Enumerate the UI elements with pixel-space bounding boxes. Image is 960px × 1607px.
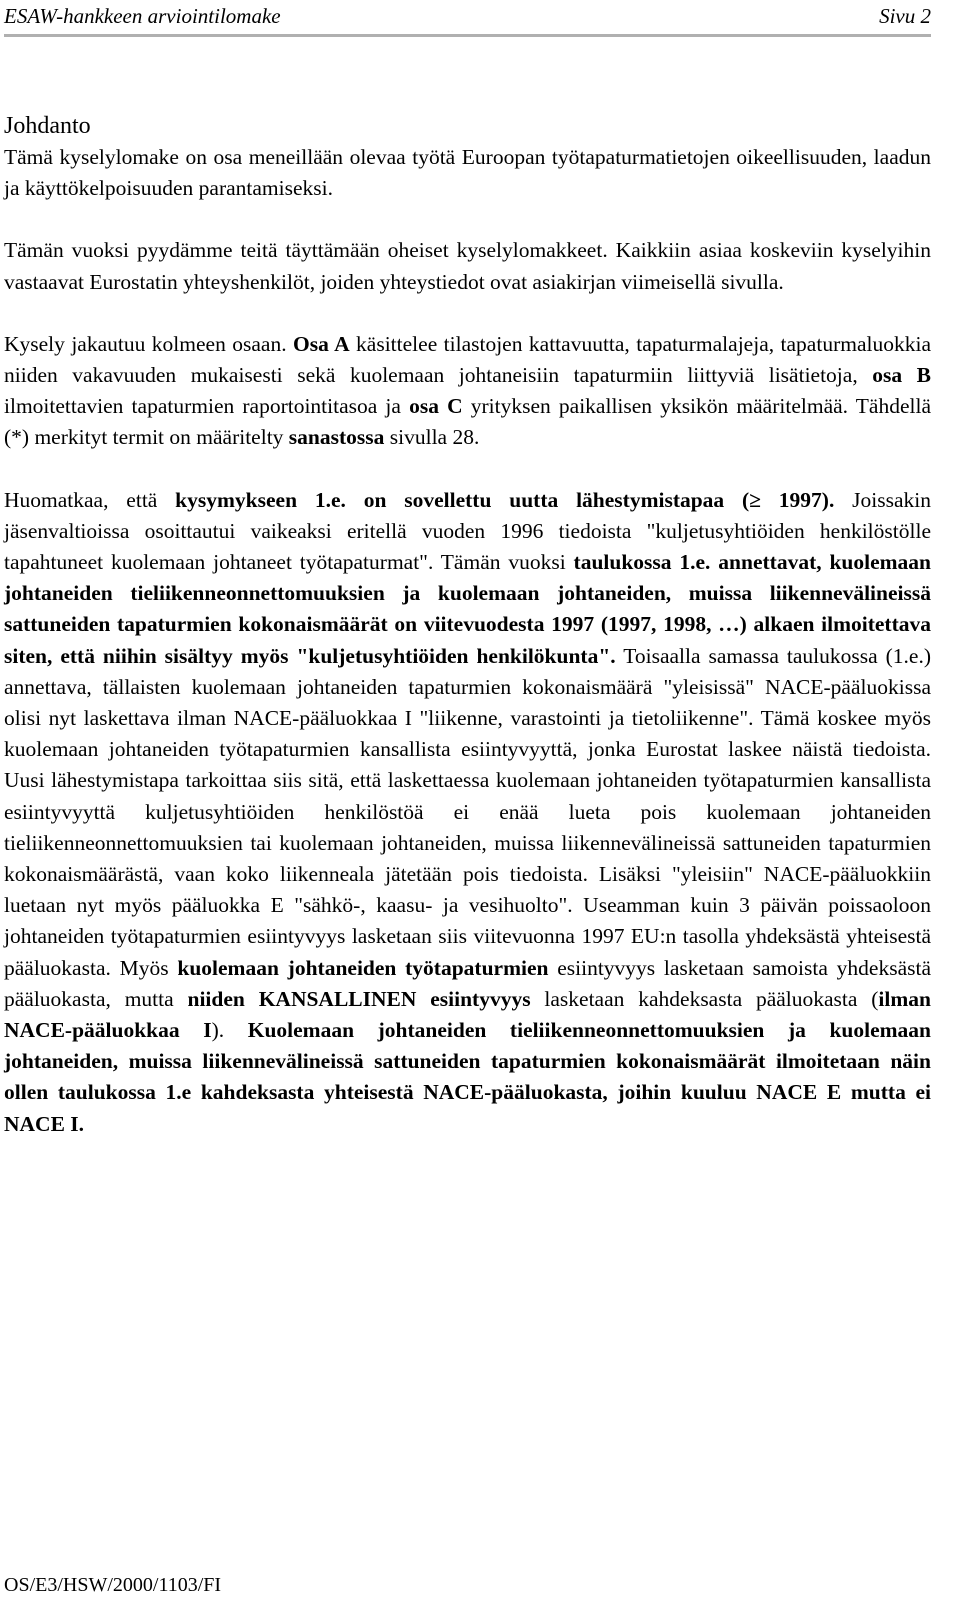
bold-run: Osa A bbox=[293, 331, 350, 356]
bold-run: ilman NACE-pääluokkaa I bbox=[4, 986, 931, 1043]
paragraph-request: Tämän vuoksi pyydämme teitä täyttämään oheiset kyselylomakkeet. Kaikkiin asiaa koskeviin kyselyihin vastaavat Eurostatin yhteyshenkilöt, joiden yhteystiedot ovat asiakirjan viimeisellä sivulla. bbox=[4, 238, 931, 294]
text-run: esiintyvyys lasketaan samoista yhdeksästä pääluokasta, mutta bbox=[4, 955, 931, 1011]
bold-run: kysymykseen 1.e. on sovellettu uutta lähestymistapaa (≥ 1997). bbox=[175, 487, 835, 512]
document-title: ESAW-hankkeen arviointilomake bbox=[4, 4, 281, 28]
document-body bbox=[4, 110, 931, 1140]
bold-run: sanastossa bbox=[288, 425, 385, 450]
bold-run: niiden KANSALLINEN esiintyvyys bbox=[187, 986, 531, 1011]
paragraph-note bbox=[4, 485, 931, 1140]
text-run: yrityksen paikallisen yksikön määritelmää. Tähdellä (*) merkityt termit on määritelty bbox=[4, 394, 931, 450]
text-run: ). bbox=[211, 1018, 248, 1043]
text-run: ilmoitettavien tapaturmien raportointitasoa ja bbox=[4, 394, 410, 419]
text-run: käsittelee tilastojen kattavuutta, tapaturmalajeja, tapaturmaluokkia niiden vakavuuden mukaisesti sekä kuolemaan johtaneisiin tapaturmiin liittyviä lisätietoja, bbox=[4, 331, 931, 388]
paragraph-intro: Tämä kyselylomake on osa meneillään olevaa työtä Euroopan työtapaturmatietojen oikeellisuuden, laadun ja käyttökelpoisuuden parantamiseksi. bbox=[4, 145, 931, 201]
page-footer: OS/E3/HSW/2000/1103/FI bbox=[4, 1574, 222, 1596]
bold-run: kuolemaan johtaneiden työtapaturmien bbox=[177, 955, 549, 980]
page-number: Sivu 2 bbox=[879, 4, 931, 28]
text-run: Toisaalla samassa taulukossa (1.e.) annettava, tällaisten kuolemaan johtaneiden tapaturmien kokonaismäärä "yleisissä" NACE-pääluokissa olisi nyt laskettava ilman NACE-pääluokkaa I "liikenne, varastointi ja tietoliikenne". Tämä koskee myös kuolemaan johtaneiden työtapaturmien kansallista esiintyvyyttä, jonka Eurostat laskee näistä tiedoista. Uusi lähestymistapa tarkoittaa siis sitä, että laskettaessa kuolemaan johtaneiden työtapaturmien kansallista esiintyvyyttä kuljetusyhtiöiden henkilöstöä ei enää lueta pois kuolemaan johtaneiden tieliikenneonnettomuuksien tai kuolemaan johtaneiden, muissa liikennevälineissä sattuneiden tapaturmien kokonaismäärästä, vaan koko liikenneala jätetään pois tiedoista. Lisäksi "yleisiin" NACE-pääluokkiin luetaan nyt myös pääluokka E "sähkö-, kaasu- ja vesihuolto". Useamman kuin 3 päivän poissaoloon johtaneiden työtapaturmien esiintyvyys lasketaan siis viitevuonna 1997 EU:n tasolla yhdeksästä yhteisestä pääluokasta. Myös bbox=[4, 643, 931, 980]
bold-run: osa C bbox=[409, 394, 463, 419]
paragraph-structure bbox=[4, 329, 931, 454]
bold-run: osa B bbox=[872, 363, 931, 388]
text-run: Huomatkaa, että bbox=[4, 487, 176, 512]
text-run: Kysely jakautuu kolmeen osaan. bbox=[4, 331, 294, 356]
bold-run: taulukossa 1.e. annettavat, kuolemaan johtaneiden tieliikenneonnettomuuksien ja kuolemaan johtaneiden, muissa liikennevälineissä sattuneiden tapaturmien kokonaismäärät on viitevuodesta 1997 (1997, 1998, …) alkaen ilmoitettava siten, että niihin sisältyy myös "kuljetusyhtiöiden henkilökunta". bbox=[4, 550, 931, 668]
section-heading: Johdanto bbox=[4, 113, 91, 139]
text-run: lasketaan kahdeksasta pääluokasta ( bbox=[530, 986, 879, 1011]
page-header bbox=[4, 2, 931, 37]
bold-run: Kuolemaan johtaneiden tieliikenneonnettomuuksien ja kuolemaan johtaneiden, muissa liikennevälineissä sattuneiden tapaturmien kokonaismäärät ilmoitetaan näin ollen taulukossa 1.e kahdeksasta yhteisestä NACE-pääluokasta, joihin kuuluu NACE E mutta ei NACE I. bbox=[4, 1018, 931, 1136]
text-run: Joissakin jäsenvaltioissa osoittautui vaikeaksi eritellä vuoden 1996 tiedoista "kuljetusyhtiöiden henkilöstölle tapahtuneet kuolemaan johtaneet työtapaturmat". Tämän vuoksi bbox=[4, 487, 932, 575]
text-run: sivulla 28. bbox=[384, 425, 480, 450]
